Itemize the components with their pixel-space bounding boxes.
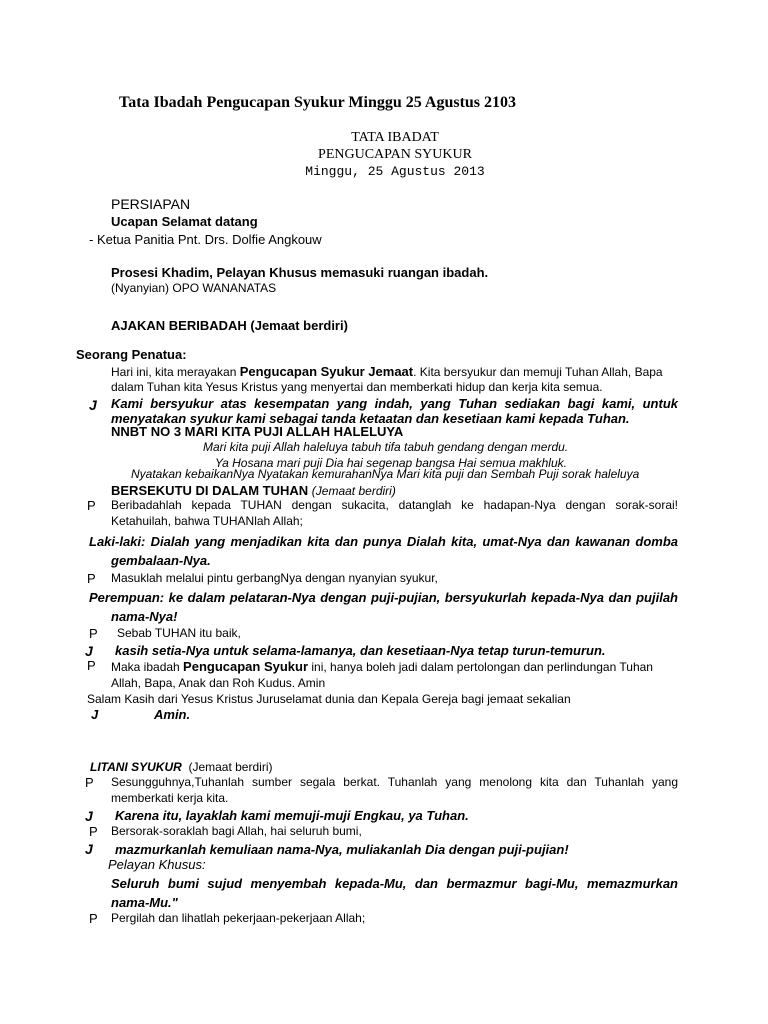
bersekutu-p4-line1: Maka ibadah Pengucapan Syukur ini, hanya boleh jadi dalam pertolongan dan perlindungan Tuhan [111, 659, 653, 674]
header-line-2: PENGUCAPAN SYUKUR [318, 147, 472, 162]
lyric-line-1: Mari kita puji Allah haleluya tabuh tifa tabuh gendang dengan merdu. [203, 440, 569, 454]
p-marker: P [85, 775, 94, 790]
pelayan-khusus-label: Pelayan Khusus: [108, 857, 206, 872]
laki-laki-line1: Laki-laki: Dialah yang menjadikan kita dan punya Dialah kita, umat-Nya dan kawanan domba [89, 534, 678, 549]
jemaat-response-2: menyatakan syukur kami sebagai tanda ketaatan dan kesetiaan kami kepada Tuhan. [111, 411, 630, 426]
amin-response: Amin. [154, 707, 191, 722]
persiapan-heading: PERSIAPAN [111, 196, 191, 212]
header-date: Minggu, 25 Agustus 2013 [305, 164, 485, 179]
prosesi-text: Prosesi Khadim, Pelayan Khusus memasuki ruangan ibadah. [111, 265, 489, 280]
bersekutu-p4-line2: Allah, Bapa, Anak dan Roh Kudus. Amin [111, 676, 326, 690]
bersekutu-p3: Sebab TUHAN itu baik, [117, 626, 241, 640]
ketua-panitia: - Ketua Panitia Pnt. Drs. Dolfie Angkouw [89, 232, 322, 247]
lyric-line-2: Ya Hosana mari puji Dia hai segenap bangsa Hai semua makhluk. [215, 456, 567, 470]
bersekutu-p1-line2: Ketahuilah, bahwa TUHANlah Allah; [111, 514, 303, 528]
lyric-line-3: Nyatakan kebaikanNya Nyatakan kemurahanNya Mari kita puji dan Sembah Puji sorak haleluya [131, 467, 640, 481]
litani-j2: mazmurkanlah kemuliaan nama-Nya, muliakanlah Dia dengan puji-pujian! [115, 842, 569, 857]
p-marker: P [87, 571, 96, 586]
litani-p2: Bersorak-soraklah bagi Allah, hai seluruh bumi, [111, 824, 362, 838]
p-marker: P [89, 911, 98, 926]
litani-heading-row: LITANI SYUKUR (Jemaat berdiri) [90, 760, 273, 774]
pelayan-khusus-line1: Seluruh bumi sujud menyembah kepada-Mu, dan bermazmur bagi-Mu, memazmurkan [111, 876, 678, 891]
litani-j1: Karena itu, layaklah kami memuji-muji Engkau, ya Tuhan. [115, 808, 469, 823]
j-marker: J [85, 841, 93, 857]
perempuan-line2: nama-Nya! [111, 609, 178, 624]
litani-p1-line2: memberkati kerja kita. [111, 791, 229, 805]
p-marker: P [89, 824, 98, 839]
bersekutu-j2: kasih setia-Nya untuk selama-lamanya, dan kesetiaan-Nya tetap turun-temurun. [115, 643, 606, 658]
j-marker: J [89, 397, 97, 413]
ajakan-heading: AJAKAN BERIBADAH (Jemaat berdiri) [111, 318, 348, 333]
nnbt-title: NNBT NO 3 MARI KITA PUJI ALLAH HALELUYA [111, 424, 404, 439]
seorang-penatua: Seorang Penatua: [76, 347, 187, 362]
bersekutu-p1-line1: Beribadahlah kepada TUHAN dengan sukacita, datanglah ke hadapan-Nya dengan sorak-sorai! [111, 498, 678, 512]
perempuan-line1: Perempuan: ke dalam pelataran-Nya dengan puji-pujian, bersyukurlah kepada-Nya dan pujilah [89, 590, 678, 605]
litani-p1-line1: Sesungguhnya,Tuhanlah sumber segala berkat. Tuhanlah yang menolong kita dan Tuhanlah yang [111, 775, 678, 789]
p-marker: P [87, 658, 96, 673]
laki-laki-line2: gembalaan-Nya. [111, 553, 211, 568]
ucapan-selamat: Ucapan Selamat datang [111, 214, 258, 229]
ajakan-p1-line2: dalam Tuhan kita Yesus Kristus yang menyertai dan memberkati hidup dan kerja kita semua. [111, 380, 603, 394]
bersekutu-heading-row: BERSEKUTU DI DALAM TUHAN (Jemaat berdiri) [111, 483, 396, 498]
p-marker: P [87, 498, 96, 513]
nyanyian-text: (Nyanyian) OPO WANANATAS [111, 281, 277, 295]
pelayan-khusus-line2: nama-Mu." [111, 895, 178, 910]
litani-p3: Pergilah dan lihatlah pekerjaan-pekerjaan Allah; [111, 911, 366, 925]
header-line-1: TATA IBADAT [351, 130, 439, 145]
j-marker: J [91, 707, 99, 722]
salam-kasih: Salam Kasih dari Yesus Kristus Juruselamat dunia dan Kepala Gereja bagi jemaat sekalian [87, 692, 571, 706]
document-title: Tata Ibadah Pengucapan Syukur Minggu 25 Agustus 2103 [119, 94, 517, 111]
jemaat-response-1: Kami bersyukur atas kesempatan yang indah, yang Tuhan sediakan bagi kami, untuk [111, 396, 678, 411]
bersekutu-p2: Masuklah melalui pintu gerbangNya dengan nyanyian syukur, [111, 571, 438, 585]
j-marker: J [85, 643, 93, 659]
p-marker: P [89, 626, 98, 641]
j-marker: J [85, 808, 93, 824]
ajakan-p1-line1: Hari ini, kita merayakan Pengucapan Syukur Jemaat. Kita bersyukur dan memuji Tuhan Allah, Bapa [111, 364, 663, 379]
